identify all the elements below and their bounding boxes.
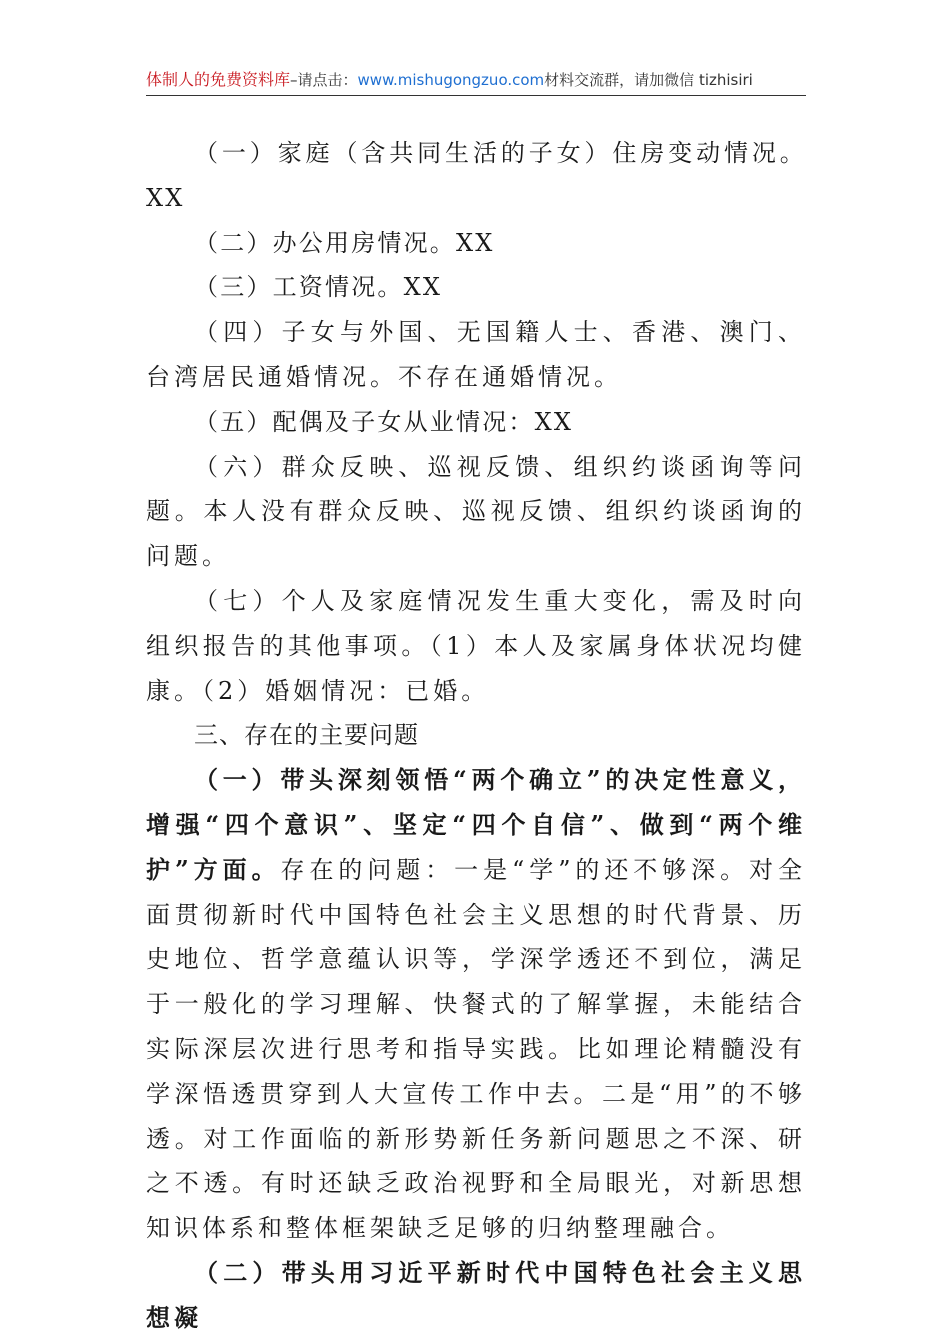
paragraph-issue-one <box>146 758 806 1251</box>
header-url-link[interactable]: www.mishugongzuo.com <box>357 71 545 89</box>
header-divider <box>146 95 806 96</box>
issue-two-heading: （二）带头用习近平新时代中国特色社会主义思想凝 <box>146 1257 806 1332</box>
paragraph-complaints: （六）群众反映、巡视反馈、组织约谈函询等问题。本人没有群众反映、巡视反馈、组织约谈函询的问题。 <box>146 452 806 571</box>
issue-one-heading: （一）带头深刻领悟“两个确立”的决定性意义，增强“四个意识”、坚定“四个自信”、做到“两个维护”方面。 <box>146 765 806 884</box>
paragraph-housing: （一）家庭（含共同生活的子女）住房变动情况。XX <box>146 139 806 212</box>
paragraph-issue-two <box>146 1251 806 1341</box>
paragraph-marriage-foreign: （四）子女与外国、无国籍人士、香港、澳门、台湾居民通婚情况。不存在通婚情况。 <box>146 318 806 391</box>
document-body <box>146 131 806 1341</box>
section-title: 三、存在的主要问题 <box>194 721 419 750</box>
header-brand: 体制人的免费资料库 <box>146 70 291 89</box>
header-tail: 材料交流群，请加微信 tizhisiri <box>544 71 753 89</box>
paragraph-major-changes: （七）个人及家庭情况发生重大变化，需及时向组织报告的其他事项。（1）本人及家属身体状况均健康。（2）婚姻情况：已婚。 <box>146 586 806 705</box>
header-prompt: –请点击： <box>290 71 358 89</box>
page-header <box>146 66 806 94</box>
issue-one-body: 存在的问题：一是“学”的还不够深。对全面贯彻新时代中国特色社会主义思想的时代背景、历史地位、哲学意蕴认识等，学深学透还不到位，满足于一般化的学习理解、快餐式的了解掌握，未能结合实际深层次进行思考和指导实践。比如理论精髓没有学深悟透贯穿到人大宣传工作中去。二是“用”的不够透。对工作面临的新形势新任务新问题思之不深、研之不透。有时还缺乏政治视野和全局眼光，对新思想知识体系和整体框架缺乏足够的归纳整理融合。 <box>146 855 806 1243</box>
paragraph-spouse-employment: （五）配偶及子女从业情况：XX <box>194 407 574 436</box>
paragraph-salary: （三）工资情况。XX <box>194 273 443 302</box>
paragraph-office: （二）办公用房情况。XX <box>194 228 495 257</box>
